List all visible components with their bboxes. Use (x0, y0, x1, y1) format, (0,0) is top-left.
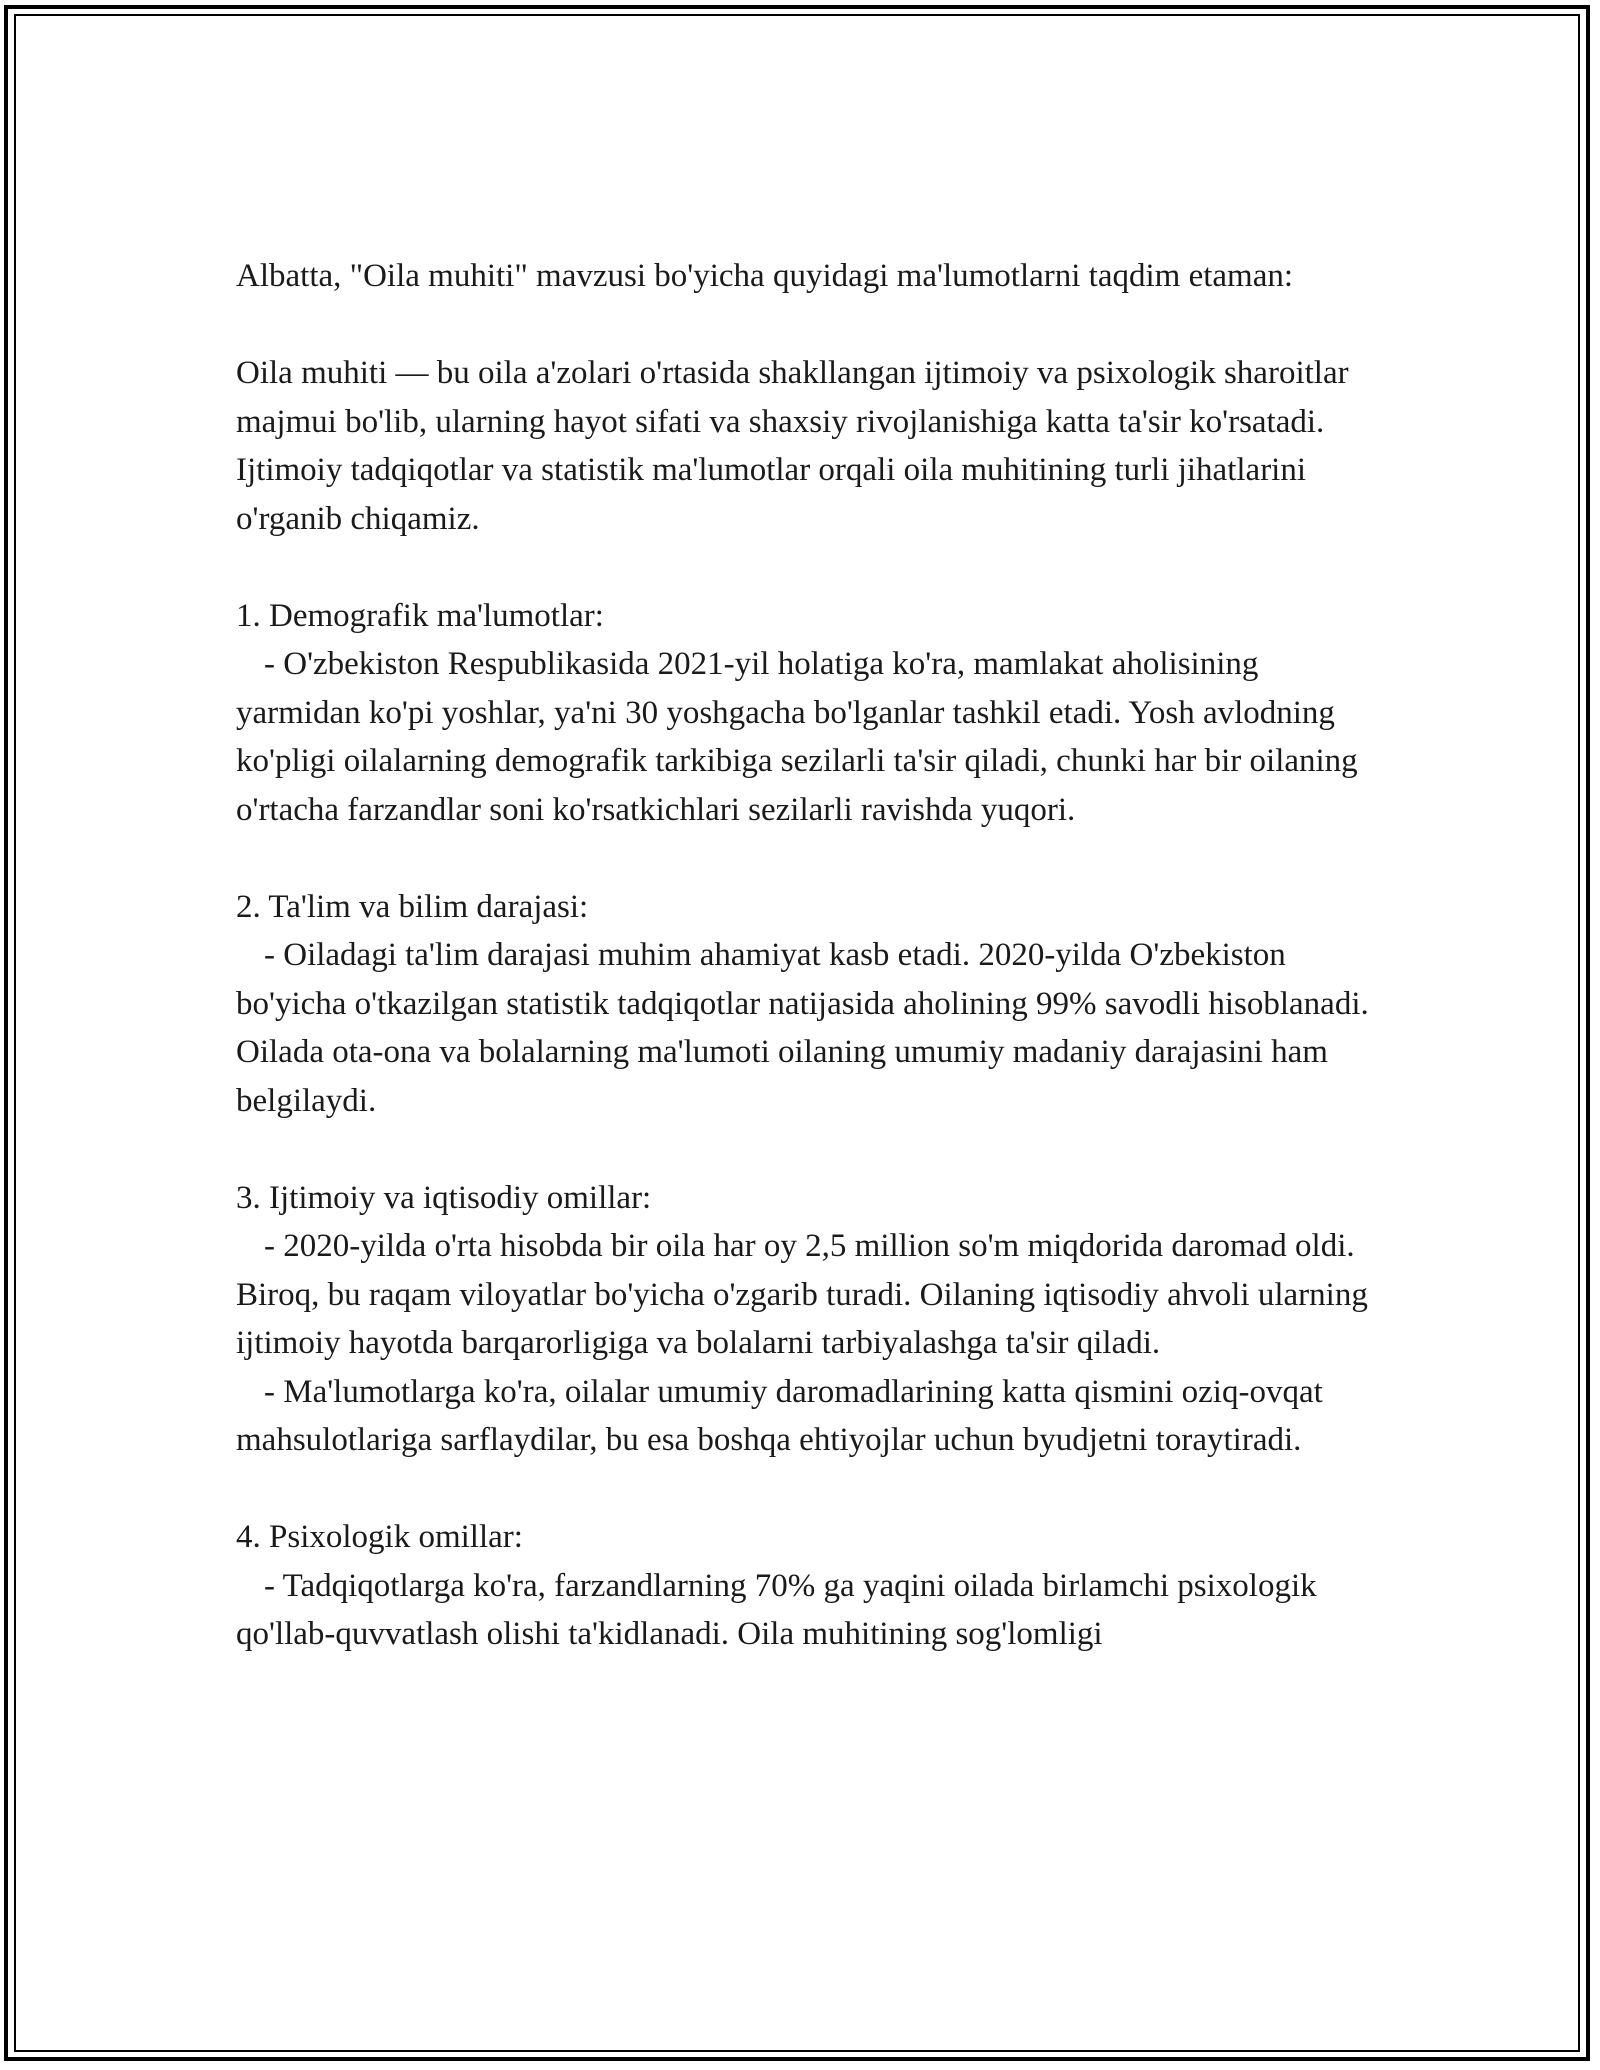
section-bullet (236, 1368, 1386, 1465)
section-heading: 2. Ta'lim va bilim darajasi: (236, 888, 589, 925)
bullet-text: - Tadqiqotlarga ko'ra, farzandlarning 70% ga yaqini oilada birlamchi psixologik qo'llab-quvvatlash olishi ta'kidlanadi. Oila muhitining sog'lomligi (236, 1567, 1325, 1652)
bullet-text: - Ma'lumotlarga ko'ra, oilalar umumiy daromadlarining katta qismini oziq-ovqat mahsulotlariga sarflaydilar, bu esa boshqa ehtiyojlar uchun byudjetni toraytiradi. (236, 1373, 1332, 1458)
bullet-text: - Oiladagi ta'lim darajasi muhim ahamiyat kasb etadi. 2020-yilda O'zbekiston bo'yicha o'tkazilgan statistik tadqiqotlar natijasida aholining 99% savodli hisoblanadi. Oilada ota-ona va bolalarning ma'lumoti oilaning umumiy madaniy darajasini ham belgilaydi. (236, 937, 1377, 1119)
paragraph-gap (236, 543, 1386, 592)
bullet-text: - 2020-yilda o'rta hisobda bir oila har oy 2,5 million so'm miqdorida daromad oldi. Biroq, bu raqam viloyatlar bo'yicha o'zgarib turadi. Oilaning iqtisodiy ahvoli ularning ijtimoiy hayotda barqarorligiga va bolalarni tarbiyalashga ta'sir qiladi. (236, 1228, 1377, 1361)
definition-paragraph: Oila muhiti — bu oila a'zolari o'rtasida shakllangan ijtimoiy va psixologik sharoitlar majmui bo'lib, ularning hayot sifati va shaxsiy rivojlanishiga katta ta'sir ko'rsatadi. Ijtimoiy tadqiqotlar va statistik ma'lumotlar orqali oila muhitining turli jihatlarini o'rganib chiqamiz. (236, 355, 1357, 537)
section-heading: 1. Demografik ma'lumotlar: (236, 597, 604, 634)
section-bullet (236, 640, 1386, 834)
section-bullet (236, 1562, 1386, 1659)
paragraph-gap (236, 301, 1386, 350)
document-body (236, 252, 1386, 1659)
bullet-text: - O'zbekiston Respublikasida 2021-yil holatiga ko'ra, mamlakat aholisining yarmidan ko'pi yoshlar, ya'ni 30 yoshgacha bo'lganlar tashkil etadi. Yosh avlodning ko'pligi oilalarning demografik tarkibiga sezilarli ta'sir qiladi, chunki har bir oilaning o'rtacha farzandlar soni ko'rsatkichlari sezilarli ravishda yuqori. (236, 646, 1366, 828)
section-heading: 4. Psixologik omillar: (236, 1519, 523, 1555)
paragraph-gap (236, 1125, 1386, 1174)
section-talim (236, 883, 1386, 1126)
section-psixologik (236, 1513, 1386, 1659)
paragraph-gap (236, 1465, 1386, 1514)
paragraph-gap (236, 834, 1386, 883)
section-bullet (236, 931, 1386, 1125)
section-bullet (236, 1222, 1386, 1368)
section-ijtimoiy (236, 1174, 1386, 1465)
section-heading: 3. Ijtimoiy va iqtisodiy omillar: (236, 1179, 652, 1216)
section-demografik (236, 592, 1386, 835)
intro-paragraph: Albatta, "Oila muhiti" mavzusi bo'yicha quyidagi ma'lumotlarni taqdim etaman: (236, 258, 1294, 294)
